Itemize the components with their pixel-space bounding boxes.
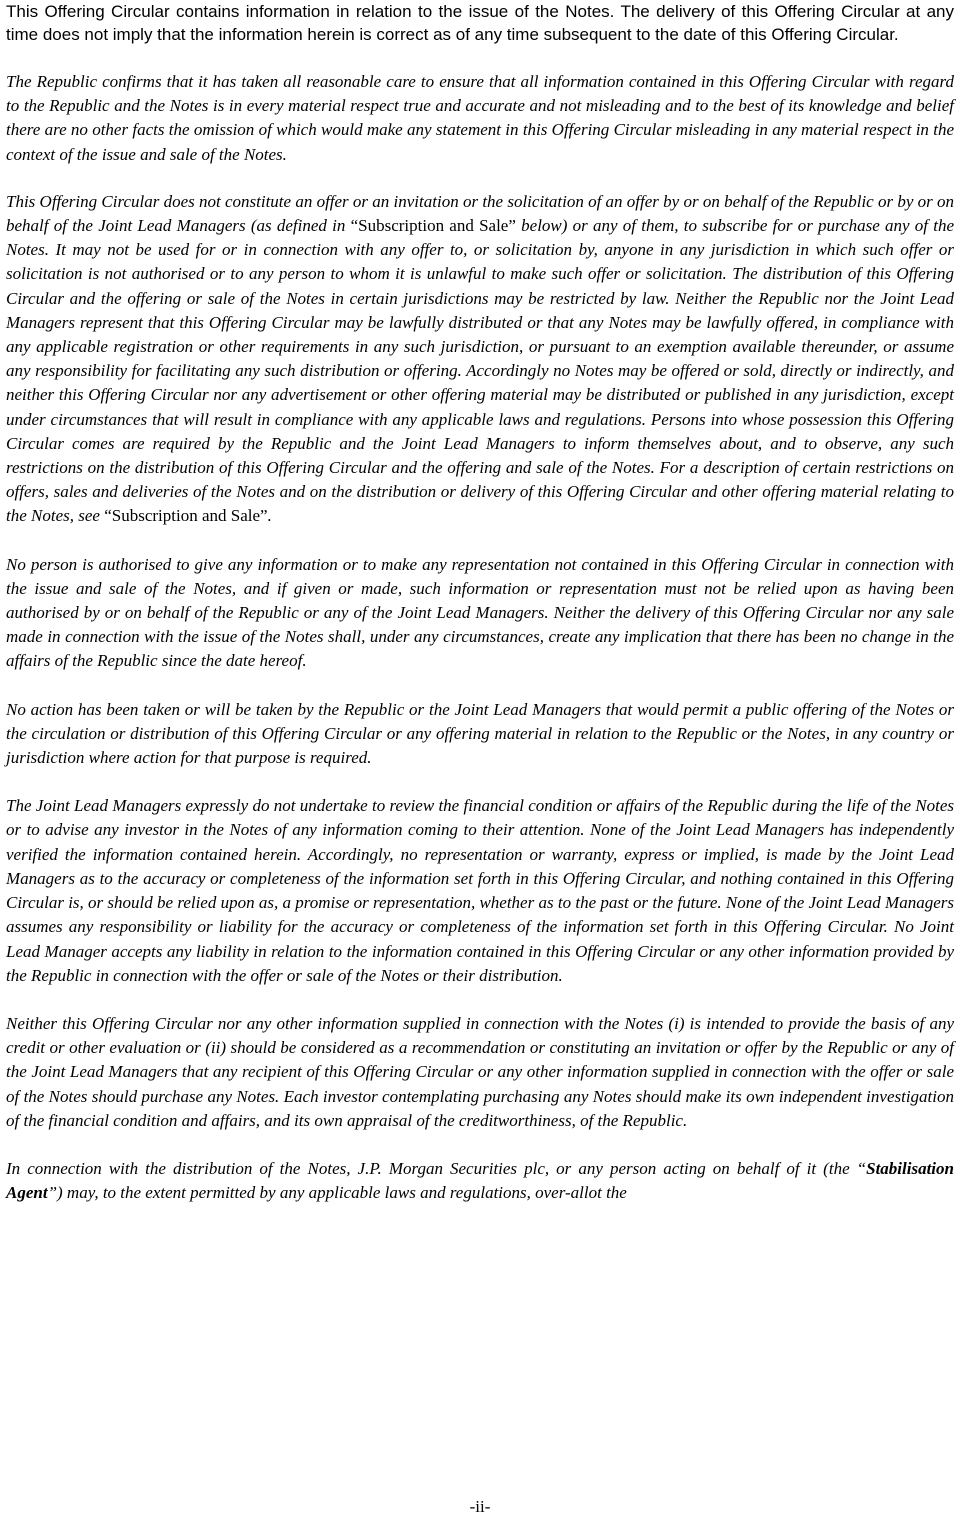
paragraph-investor-evaluation: Neither this Offering Circular nor any other information supplied in connection with the Notes (i) is intended to provide the basis of any credit or other evaluation or (ii) should be considered as a recommendation or constituting an invitation or offer by the Republic or any of the Joint Lead Managers that any recipient of this Offering Circular or any other information supplied in connection with the offer or sale of the Notes should purchase any Notes. Each investor contemplating purchasing any Notes should make its own independent investigation of the financial condition and affairs, and its own appraisal of the creditworthiness, of the Republic.: [6, 1013, 954, 1130]
subscription-and-sale-reference: “Subscription and Sale”: [350, 216, 516, 236]
no-offer-text-2: below) or any of them, to subscribe for or purchase any of the Notes. It may not be used for or in connection with any offer to, or solicitation by, anyone in any jurisdiction in which such offer or solicitation is not authorised or to any person to whom it is unlawful to make such offer or solicitation. The distribution of this Offering Circular and the offering or sale of the Notes in certain jurisdictions may be restricted by law. Neither the Republic nor the Joint Lead Managers represent that this Offering Circular may be lawfully distributed or that any Notes may be lawfully offered, in compliance with any applicable registration or other requirements in any such jurisdiction, or pursuant to an exemption available thereunder, or assume any responsibility for facilitating any such distribution or offering. Accordingly no Notes may be offered or sold, directly or indirectly, and neither this Offering Circular nor any advertisement or other offering material may be distributed or published in any jurisdiction, except under circumstances that will result in compliance with any applicable laws and regulations. Persons into whose possession this Offering Circular comes are required by the Republic and the Joint Lead Managers to inform themselves about, and to observe, any such restrictions on the distribution of this Offering Circular and the offering and sale of the Notes. For a description of certain restrictions on offers, sales and deliveries of the Notes and on the distribution or delivery of this Offering Circular and other offering material relating to the Notes, see: [6, 216, 954, 526]
paragraph-joint-lead-managers: The Joint Lead Managers expressly do not undertake to review the financial condition or affairs of the Republic during the life of the Notes or to advise any investor in the Notes of any information coming to their attention. None of the Joint Lead Managers has independently verified the information contained herein. Accordingly, no representation or warranty, express or implied, is made by the Joint Lead Managers as to the accuracy or completeness of the information set forth in this Offering Circular, and nothing contained in this Offering Circular is, or should be relied upon as, a promise or representation, whether as to the past or the future. None of the Joint Lead Managers assumes any responsibility or liability for the accuracy or completeness of the information set forth in this Offering Circular. No Joint Lead Manager accepts any liability in relation to the information contained in this Offering Circular or any other information provided by the Republic in connection with the offer or sale of the Notes or their distribution.: [6, 796, 954, 985]
paragraph-stabilisation: [6, 1157, 954, 1205]
paragraph-no-offer: [6, 190, 954, 529]
subscription-and-sale-reference: “Subscription and Sale”: [104, 506, 268, 526]
paragraph-no-action: No action has been taken or will be taken by the Republic or the Joint Lead Managers that would permit a public offering of the Notes or the circulation or distribution of this Offering Circular or any offering material in relation to the Republic or the Notes, in any country or jurisdiction where action for that purpose is required.: [6, 699, 954, 768]
stabilisation-text-2: ”) may, to the extent permitted by any applicable laws and regulations, over-allot the: [47, 1183, 627, 1203]
paragraph-responsibility: The Republic confirms that it has taken all reasonable care to ensure that all information contained in this Offering Circular with regard to the Republic and the Notes is in every material respect true and accurate and not misleading and to the best of its knowledge and belief there are no other facts the omission of which would make any statement in this Offering Circular misleading in any material respect in the context of the issue and sale of the Notes.: [6, 72, 954, 164]
paragraph-delivery-notice: This Offering Circular contains information in relation to the issue of the Notes. The delivery of this Offering Circular at any time does not imply that the information herein is correct as of any time subsequent to the date of this Offering Circular.: [6, 2, 954, 44]
paragraph-no-authorisation: No person is authorised to give any information or to make any representation not contained in this Offering Circular in connection with the issue and sale of the Notes, and if given or made, such information or representation must not be relied upon as having been authorised by or on behalf of the Republic or any of the Joint Lead Managers. Neither the delivery of this Offering Circular nor any sale made in connection with the issue of the Notes shall, under any circumstances, create any implication that there has been no change in the affairs of the Republic since the date hereof.: [6, 554, 954, 671]
stabilisation-agent-term: Stabilisation Agent: [6, 1158, 954, 1203]
stabilisation-text-1: In connection with the distribution of the Notes, J.P. Morgan Securities plc, or any person acting on behalf of it (the “: [6, 1158, 867, 1178]
no-offer-text-3: .: [267, 506, 272, 526]
document-page: [6, 0, 954, 1205]
no-offer-text-1: This Offering Circular does not constitute an offer or an invitation or the solicitation of an offer by or on behalf of the Republic or by or on behalf of the Joint Lead Managers (as defined in: [6, 191, 955, 236]
page-number: -ii-: [469, 1497, 491, 1516]
